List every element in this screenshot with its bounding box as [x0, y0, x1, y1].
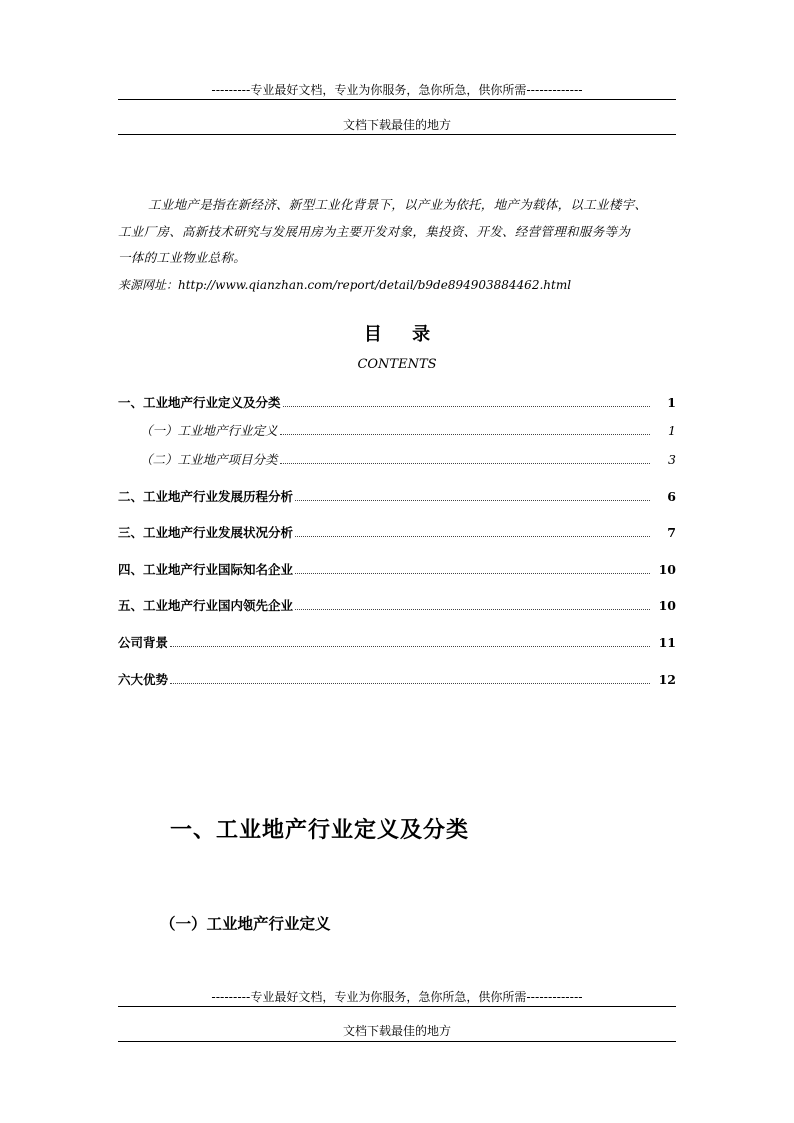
toc-entry-label: （一）工业地产行业定义 [140, 423, 278, 438]
toc-entry-page: 10 [658, 562, 676, 577]
toc-entry-page: 12 [658, 672, 676, 687]
toc-entry[interactable] [118, 395, 676, 411]
toc-leader-dots [295, 500, 650, 501]
page-header-subtitle: 文档下载最佳的地方 [342, 118, 451, 132]
toc-entry-label: 公司背景 [118, 635, 169, 650]
toc-leader-dots [283, 406, 650, 407]
toc-leader-dots [170, 646, 650, 647]
toc-entry-label: 五、工业地产行业国内领先企业 [118, 598, 294, 613]
header-rule-thick [118, 99, 676, 100]
toc-leader-dots [295, 536, 650, 537]
toc-entry[interactable] [118, 489, 676, 505]
section-heading-2: （一）工业地产行业定义 [160, 914, 331, 933]
toc-leader-dots [280, 434, 650, 435]
toc-entry-label: 二、工业地产行业发展历程分析 [118, 489, 294, 504]
toc-entry-label: 六大优势 [118, 672, 169, 687]
toc-entry[interactable] [118, 525, 676, 541]
toc-entry-page: 1 [668, 423, 676, 438]
toc-subtitle: CONTENTS [357, 357, 437, 372]
toc-entry-page: 1 [667, 395, 676, 410]
toc-leader-dots [170, 683, 650, 684]
toc-entry-label: 四、工业地产行业国际知名企业 [118, 562, 294, 577]
toc-entry[interactable] [118, 635, 676, 651]
toc-entry-page: 6 [667, 489, 676, 504]
toc-entry-page: 10 [658, 598, 676, 613]
intro-line-2: 工业厂房、高新技术研究与发展用房为主要开发对象，集投资、开发、经营管理和服务等为 [118, 223, 631, 239]
page-header-banner: ---------专业最好文档，专业为你服务，急你所急，供你所需------------- [211, 83, 583, 97]
section-heading-1: 一、工业地产行业定义及分类 [170, 817, 470, 843]
toc-entry-page: 3 [668, 452, 676, 467]
toc-entry[interactable] [118, 672, 676, 688]
intro-paragraph [118, 192, 680, 272]
page-footer-banner: ---------专业最好文档，专业为你服务，急你所急，供你所需------------- [211, 990, 583, 1004]
toc-entry[interactable] [118, 562, 676, 578]
toc-entry-label: 三、工业地产行业发展状况分析 [118, 525, 294, 540]
toc-leader-dots [295, 573, 650, 574]
toc-entry[interactable] [140, 423, 676, 439]
intro-line-3: 一体的工业物业总称。 [118, 250, 247, 265]
footer-rule-thin [118, 1041, 676, 1042]
toc-title: 目 录 [363, 324, 443, 345]
toc-entry[interactable] [118, 598, 676, 614]
footer-rule-thick [118, 1006, 676, 1007]
toc-entry-page: 7 [667, 525, 676, 540]
source-url[interactable]: 来源网址：http://www.qianzhan.com/report/detail/b9de894903884462.html [118, 278, 572, 292]
toc-entry-page: 11 [658, 635, 676, 650]
toc-entry-label: 一、工业地产行业定义及分类 [118, 395, 281, 410]
header-rule-thin [118, 134, 676, 135]
toc-entry-label: （二）工业地产项目分类 [140, 452, 278, 467]
page-footer-subtitle: 文档下载最佳的地方 [342, 1024, 451, 1038]
toc-leader-dots [280, 463, 650, 464]
intro-line-1: 工业地产是指在新经济、新型工业化背景下，以产业为依托，地产为载体，以工业楼宇、 [148, 197, 648, 212]
toc-entry[interactable] [140, 452, 676, 468]
toc-leader-dots [295, 609, 650, 610]
